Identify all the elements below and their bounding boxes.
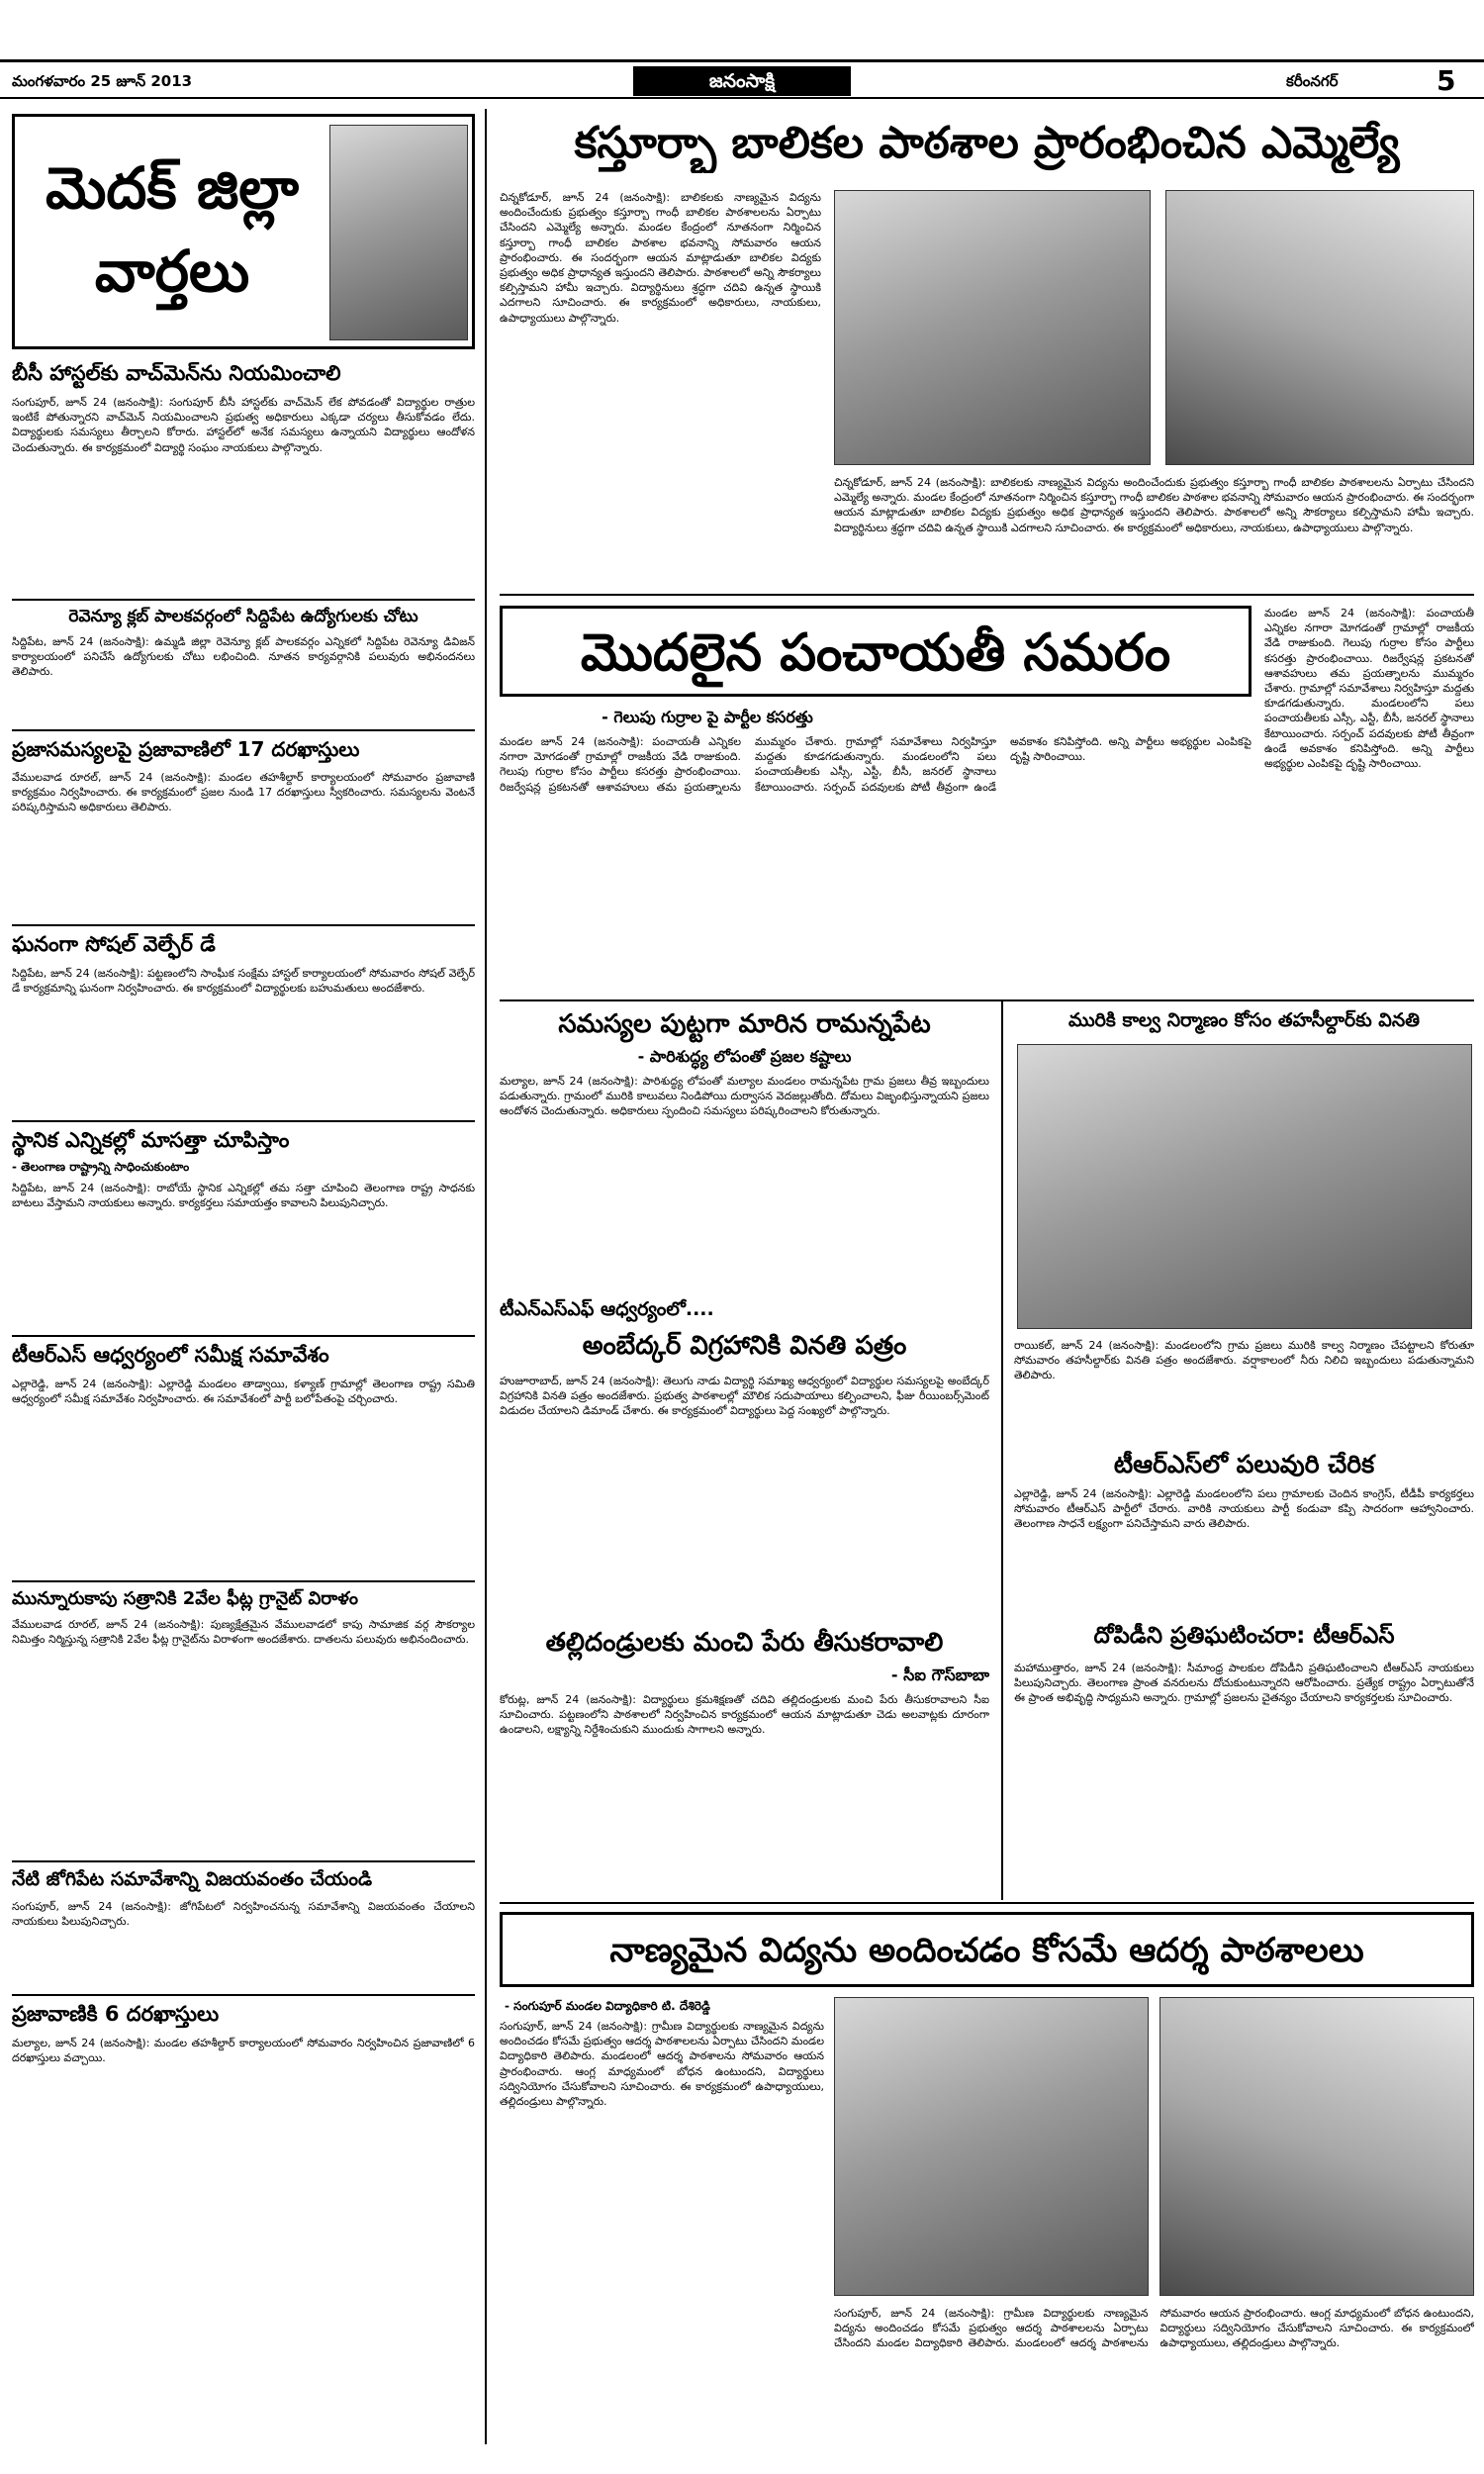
story5-headline: తల్లిదండ్రులకు మంచి పేరు తీసుకరావాలి	[545, 1628, 944, 1658]
col1-text-1: సంగుపూర్, జూన్ 24 (జనంసాక్షి): సంగుపూర్ బీసీ హాస్టల్‌కు వాచ్‌మెన్ లేక పోవడంతో విద్యార్థుల రాత్రుల ఇంటికే పోతున్నారని వాచ్‌మెన్ నియమించాలని ప్రభుత్వ అధికారులు ఎక్కడా చర్యలు తీసుకోవడం లేదు. విద్యార్థులకు సమస్యలు తీర్చాలని కోరారు. హాస్టల్‌లో అనేక సమస్యలు ఉన్నాయని విద్యార్థులు ఆందోళన చెందుతున్నారు. ఈ కార్యక్రమంలో విద్యార్థి సంఘం నాయకులు పాల్గొన్నారు.	[12, 396, 475, 454]
district-banner	[12, 114, 475, 349]
col1-head-9: ప్రజావాణికి 6 దరఖాస్తులు	[12, 2002, 220, 2026]
story1-text: చిన్నకోడూర్, జూన్ 24 (జనంసాక్షి): బాలికలకు నాణ్యమైన విద్యను అందించేందుకు ప్రభుత్వం కస్తూర్బా గాంధీ బాలికల పాఠశాలలను ఏర్పాటు చేసిందని ఎమ్మెల్యే అన్నారు. మండల కేంద్రంలో నూతనంగా నిర్మించిన కస్తూర్బా గాంధీ బాలికల పాఠశాల భవనాన్ని సోమవారం ఆయన ప్రారంభించారు. ఈ సందర్భంగా ఆయన మాట్లాడుతూ బాలికల విద్యకు ప్రభుత్వం అధిక ప్రాధాన్యత ఇస్తుందని తెలిపారు. పాఠశాలలో అన్ని సౌకర్యాలు కల్పిస్తామని హామీ ఇచ్చారు. విద్యార్థినులు శ్రద్ధగా చదివి ఉన్నత స్థాయికి ఎదగాలని సూచించారు. ఈ కార్యక్రమంలో అధికారులు, నాయకులు, ఉపాధ్యాయులు పాల్గొన్నారు.	[500, 191, 821, 325]
district-banner-title: మెదక్ జిల్లా వార్తలు	[46, 154, 299, 305]
story3-subhead: - పారిశుద్ధ్య లోపంతో ప్రజల కష్టాలు	[637, 1047, 852, 1066]
divider	[12, 924, 475, 926]
col1-head-1: బీసీ హాస్టల్‌కు వాచ్‌మెన్‌ను నియమించాలి	[12, 361, 341, 385]
story6-text: రాయికల్, జూన్ 24 (జనంసాక్షి): మండలంలోని గ్రామ ప్రజలు మురికి కాల్వ నిర్మాణం చేపట్టాలని కోరుతూ సోమవారం తహసీల్దార్‌కు వినతి పత్రం అందజేశారు. వర్షాకాలంలో నీరు నిలిచి ఇబ్బందులు పడుతున్నామని తెలిపారు.	[1014, 1339, 1474, 1382]
story7-headline: టీఆర్‌ఎస్‌లో పలువురి చేరిక	[1113, 1450, 1375, 1478]
story6-photo	[1017, 1044, 1472, 1329]
story9-subhead: - సంగుపూర్ మండల విద్యాధికారి టి. దేశిరెడ్డి	[505, 1999, 710, 2013]
story1-photo-2	[1165, 190, 1474, 465]
story2-text-side: మండల జూన్ 24 (జనంసాక్షి): పంచాయతీ ఎన్నికల నగారా మోగడంతో గ్రామాల్లో రాజకీయ వేడి రాజుకుంది. గెలుపు గుర్రాల కోసం పార్టీలు కసరత్తు ప్రారంభించాయి. రిజర్వేషన్ల ప్రకటనతో ఆశావహులు తమ ప్రయత్నాలను ముమ్మరం చేశారు. గ్రామాల్లో సమావేశాలు నిర్వహిస్తూ మద్దతు కూడగడుతున్నారు. మండలంలోని పలు పంచాయతీలకు ఎస్సీ, ఎస్టీ, బీసీ, జనరల్ స్థానాలు కేటాయించారు. సర్పంచ్ పదవులకు పోటీ తీవ్రంగా ఉండే అవకాశం కనిపిస్తోంది. అన్ని పార్టీలు అభ్యర్థుల ఎంపికపై దృష్టి సారించాయి.	[1264, 607, 1474, 771]
col1-sub-5: - తెలంగాణ రాష్ట్రాన్ని సాధించుకుంటాం	[12, 1160, 190, 1174]
divider	[12, 1860, 475, 1862]
story5-subhead: - సీఐ గౌస్‌బాబా	[890, 1665, 989, 1684]
story9-headline-box	[500, 1912, 1474, 1987]
story8-text: మహాముత్తారం, జూన్ 24 (జనంసాక్షి): సీమాంధ్ర పాలకుల దోపిడీని ప్రతిఘటించాలని టీఆర్‌ఎస్ నాయకులు పిలుపునిచ్చారు. తెలంగాణ ప్రాంత వనరులను దోచుకుంటున్నారని ఆరోపించారు. ప్రత్యేక రాష్ట్రం ఏర్పాటుతోనే ఈ ప్రాంత అభివృద్ధి సాధ్యమని అన్నారు. గ్రామాల్లో ప్రజలను చైతన్యం చేయాలని కార్యకర్తలకు సూచించారు.	[1014, 1662, 1474, 1705]
story1-headline: కస్తూర్బా బాలికల పాఠశాల ప్రారంభించిన ఎమ్మెల్యే	[574, 118, 1400, 168]
divider	[12, 729, 475, 731]
story1-text-cont: చిన్నకోడూర్, జూన్ 24 (జనంసాక్షి): బాలికలకు నాణ్యమైన విద్యను అందించేందుకు ప్రభుత్వం కస్తూర్బా గాంధీ బాలికల పాఠశాలలను ఏర్పాటు చేసిందని ఎమ్మెల్యే అన్నారు. మండల కేంద్రంలో నూతనంగా నిర్మించిన కస్తూర్బా గాంధీ బాలికల పాఠశాల భవనాన్ని సోమవారం ఆయన ప్రారంభించారు. ఈ సందర్భంగా ఆయన మాట్లాడుతూ బాలికల విద్యకు ప్రభుత్వం అధిక ప్రాధాన్యత ఇస్తుందని తెలిపారు. పాఠశాలలో అన్ని సౌకర్యాలు కల్పిస్తామని హామీ ఇచ్చారు. విద్యార్థినులు శ్రద్ధగా చదివి ఉన్నత స్థాయికి ఎదగాలని సూచించారు. ఈ కార్యక్రమంలో అధికారులు, నాయకులు, ఉపాధ్యాయులు పాల్గొన్నారు.	[834, 476, 1474, 534]
divider	[12, 1120, 475, 1122]
story9-text-cont: సంగుపూర్, జూన్ 24 (జనంసాక్షి): గ్రామీణ విద్యార్థులకు నాణ్యమైన విద్యను అందించడం కోసమే ప్రభుత్వం ఆదర్శ పాఠశాలలను ఏర్పాటు చేసిందని మండల విద్యాధికారి తెలిపారు. మండలంలో ఆదర్శ పాఠశాలను సోమవారం ఆయన ప్రారంభించారు. ఆంగ్ల మాధ్యమంలో బోధన ఉంటుందని, విద్యార్థులు సద్వినియోగం చేసుకోవాలని సూచించారు. ఈ కార్యక్రమంలో ఉపాధ్యాయులు, తల్లిదండ్రులు పాల్గొన్నారు.	[834, 2307, 1474, 2350]
story9-photo-1	[834, 1997, 1149, 2296]
col1-text-7: వేములవాడ రూరల్, జూన్ 24 (జనంసాక్షి): పుణ్యక్షేత్రమైన వేములవాడలో కాపు సామాజిక వర్గ సౌకర్యాల నిమిత్తం నిర్మిస్తున్న సత్రానికి 2వేల ఫీట్ల గ్రానైట్‌ను విరాళంగా అందజేశారు. దాతలను పలువురు అభినందించారు.	[12, 1618, 475, 1647]
col1-text-9: మల్యాల, జూన్ 24 (జనంసాక్షి): మండల తహశీల్దార్ కార్యాలయంలో సోమవారం నిర్వహించిన ప్రజావాణిలో 6 దరఖాస్తులు వచ్చాయి.	[12, 2037, 475, 2065]
page-number: 5	[1437, 64, 1456, 97]
story9-headline: నాణ్యమైన విద్యను అందించడం కోసమే ఆదర్శ పాఠశాలలు	[609, 1931, 1364, 1970]
story7-text: ఎల్లారెడ్డి, జూన్ 24 (జనంసాక్షి): ఎల్లారెడ్డి మండలంలోని పలు గ్రామాలకు చెందిన కాంగ్రెస్, టీడీపీ కార్యకర్తలు సోమవారం టీఆర్‌ఎస్ పార్టీలో చేరారు. వారికి నాయకులు పార్టీ కండువా కప్పి సాదరంగా ఆహ్వానించారు. తెలంగాణ సాధనే లక్ష్యంగా పనిచేస్తామని వారు తెలిపారు.	[1014, 1487, 1474, 1531]
story5-text: కోరుట్ల, జూన్ 24 (జనంసాక్షి): విద్యార్థులు క్రమశిక్షణతో చదివి తల్లిదండ్రులకు మంచి పేరు తీసుకరావాలని సీఐ సూచించారు. పట్టణంలోని పాఠశాలలో నిర్వహించిన కార్యక్రమంలో ఆయన మాట్లాడుతూ చెడు అలవాట్లకు దూరంగా ఉండాలని, లక్ష్యాన్ని నిర్దేశించుకుని ముందుకు సాగాలని అన్నారు.	[500, 1693, 989, 1737]
church-photo	[329, 125, 468, 340]
column-rule	[485, 109, 487, 2444]
divider	[500, 1902, 1474, 1904]
divider	[12, 1994, 475, 1996]
story4-text: హుజూరాబాద్, జూన్ 24 (జనంసాక్షి): తెలుగు నాడు విద్యార్థి సమాఖ్య ఆధ్వర్యంలో విద్యార్థుల సమస్యలపై అంబేద్కర్ విగ్రహానికి వినతి పత్రం అందజేశారు. ప్రభుత్వ పాఠశాలల్లో మౌలిక సదుపాయాలు కల్పించాలని, ఫీజు రీయింబర్స్‌మెంట్ విడుదల చేయాలని డిమాండ్ చేశారు. ఈ కార్యక్రమంలో విద్యార్థులు పెద్ద సంఖ్యలో పాల్గొన్నారు.	[500, 1375, 989, 1418]
divider	[500, 594, 1474, 596]
col1-head-3: ప్రజాసమస్యలపై ప్రజావాణిలో 17 దరఖాస్తులు	[12, 737, 360, 761]
story9-text: సంగుపూర్, జూన్ 24 (జనంసాక్షి): గ్రామీణ విద్యార్థులకు నాణ్యమైన విద్యను అందించడం కోసమే ప్రభుత్వం ఆదర్శ పాఠశాలలను ఏర్పాటు చేసిందని మండల విద్యాధికారి తెలిపారు. మండలంలో ఆదర్శ పాఠశాలను సోమవారం ఆయన ప్రారంభించారు. ఆంగ్ల మాధ్యమంలో బోధన ఉంటుందని, విద్యార్థులు సద్వినియోగం చేసుకోవాలని సూచించారు. ఈ కార్యక్రమంలో ఉపాధ్యాయులు, తల్లిదండ్రులు పాల్గొన్నారు.	[500, 2020, 824, 2109]
col1	[12, 361, 475, 2420]
col1-head-5: స్థానిక ఎన్నికల్లో మాసత్తా చూపిస్తాం	[12, 1128, 290, 1152]
col1-text-2: సిద్దిపేట, జూన్ 24 (జనంసాక్షి): ఉమ్మడి జిల్లా రెవెన్యూ క్లబ్ పాలకవర్గం ఎన్నికలో సిద్దిపేట రెవెన్యూ డివిజన్ కార్యాలయంలో పనిచేసే ఉద్యోగులకు చోటు లభించింది. నూతన కార్యవర్గానికి పలువురు అభినందనలు తెలిపారు.	[12, 635, 475, 679]
col1-text-8: సంగుపూర్, జూన్ 24 (జనంసాక్షి): జోగిపేటలో నిర్వహించనున్న సమావేశాన్ని విజయవంతం చేయాలని నాయకులు పిలుపునిచ్చారు.	[12, 1900, 475, 1929]
col1-text-5: సిద్దిపేట, జూన్ 24 (జనంసాక్షి): రాబోయే స్థానిక ఎన్నికల్లో తమ సత్తా చూపించి తెలంగాణ రాష్ట్ర సాధనకు బాటలు వేస్తామని నాయకులు అన్నారు. కార్యకర్తలు సమాయత్తం కావాలని పిలుపునిచ్చారు.	[12, 1182, 475, 1210]
story2-headline: మొదలైన పంచాయతీ సమరం	[580, 623, 1171, 683]
divider	[12, 599, 475, 601]
story4-headline: అంబేద్కర్ విగ్రహానికి వినతి పత్రం	[582, 1331, 907, 1361]
col1-text-6: ఎల్లారెడ్డి, జూన్ 24 (జనంసాక్షి): ఎల్లారెడ్డి మండలం తాడ్వాయి, కళ్యాణ్ గ్రామాల్లో తెలంగాణ రాష్ట్ర సమితి ఆధ్వర్యంలో సమీక్ష సమావేశం నిర్వహించారు. ఈ సమావేశంలో పార్టీ బలోపేతంపై చర్చించారు.	[12, 1378, 475, 1406]
col1-head-7: మున్నూరుకాపు సత్రానికి 2వేల ఫీట్ల గ్రానైట్ విరాళం	[12, 1588, 359, 1609]
masthead-edition: కరీంనగర్	[1286, 72, 1339, 90]
col1-head-4: ఘనంగా సోషల్ వెల్ఫేర్ డే	[12, 932, 216, 956]
story4-kicker: టీఎన్‌ఎస్‌ఎఫ్ ఆధ్వర్యంలో....	[500, 1298, 714, 1320]
column-rule	[1001, 1001, 1003, 1900]
col1-head-8: నేటి జోగిపేట సమావేశాన్ని విజయవంతం చేయండి	[12, 1868, 373, 1890]
story8-headline: దోపిడీని ప్రతిఘటించరా: టీఆర్‌ఎస్	[1093, 1623, 1395, 1649]
story1-photo-1	[834, 190, 1151, 465]
col1-head-6: టీఆర్‌ఎస్ ఆధ్వర్యంలో సమీక్ష సమావేశం	[12, 1343, 329, 1367]
divider	[12, 1335, 475, 1337]
story2-headline-box	[500, 606, 1252, 697]
masthead	[0, 59, 1484, 99]
story2-subhead: - గెలుపు గుర్రాల పై పార్టీల కసరత్తు	[602, 708, 813, 726]
story6-headline: మురికి కాల్వ నిర్మాణం కోసం తహసీల్దార్‌కు వినతి	[1067, 1009, 1421, 1031]
story3-text: మల్యాల, జూన్ 24 (జనంసాక్షి): పారిశుద్ధ్య లోపంతో మల్యాల మండలం రామన్నపేట గ్రామ ప్రజలు తీవ్ర ఇబ్బందులు పడుతున్నారు. గ్రామంలో మురికి కాలువలు నిండిపోయి దుర్వాసన వెదజల్లుతోంది. దోమలు విజృంభిస్తున్నాయని ప్రజలు ఆందోళన చెందుతున్నారు. అధికారులు స్పందించి సమస్యలు పరిష్కరించాలని కోరుతున్నారు.	[500, 1075, 989, 1118]
divider	[12, 1580, 475, 1582]
masthead-date: మంగళవారం 25 జూన్ 2013	[12, 72, 193, 90]
story2-text: మండల జూన్ 24 (జనంసాక్షి): పంచాయతీ ఎన్నికల నగారా మోగడంతో గ్రామాల్లో రాజకీయ వేడి రాజుకుంది. గెలుపు గుర్రాల కోసం పార్టీలు కసరత్తు ప్రారంభించాయి. రిజర్వేషన్ల ప్రకటనతో ఆశావహులు తమ ప్రయత్నాలను ముమ్మరం చేశారు. గ్రామాల్లో సమావేశాలు నిర్వహిస్తూ మద్దతు కూడగడుతున్నారు. మండలంలోని పలు పంచాయతీలకు ఎస్సీ, ఎస్టీ, బీసీ, జనరల్ స్థానాలు కేటాయించారు. సర్పంచ్ పదవులకు పోటీ తీవ్రంగా ఉండే అవకాశం కనిపిస్తోంది. అన్ని పార్టీలు అభ్యర్థుల ఎంపికపై దృష్టి సారించాయి.	[500, 735, 1252, 794]
col1-text-4: సిద్దిపేట, జూన్ 24 (జనంసాక్షి): పట్టణంలోని సాంఘీక సంక్షేమ హాస్టల్ కార్యాలయంలో సోమవారం సోషల్ వెల్ఫేర్ డే కార్యక్రమాన్ని ఘనంగా నిర్వహించారు. ఈ కార్యక్రమంలో విద్యార్థులకు బహుమతులు అందజేశారు.	[12, 967, 475, 996]
paper-logo	[633, 66, 851, 96]
paper-logo-text: జనంసాక్షి	[708, 70, 776, 92]
col1-head-2: రెవెన్యూ క్లబ్ పాలకవర్గంలో సిద్దిపేట ఉద్యోగులకు చోటు	[68, 607, 418, 626]
divider	[500, 999, 1474, 1001]
story3-headline: సమస్యల పుట్టగా మారిన రామన్నపేట	[558, 1009, 931, 1039]
col1-text-3: వేములవాడ రూరల్, జూన్ 24 (జనంసాక్షి): మండల తహశీల్దార్ కార్యాలయంలో సోమవారం ప్రజావాణి కార్యక్రమం నిర్వహించారు. ఈ కార్యక్రమంలో ప్రజల నుండి 17 దరఖాస్తులు స్వీకరించారు. సమస్యలను వెంటనే పరిష్కరిస్తామని అధికారులు తెలిపారు.	[12, 771, 475, 814]
story9-photo-2	[1159, 1997, 1474, 2296]
